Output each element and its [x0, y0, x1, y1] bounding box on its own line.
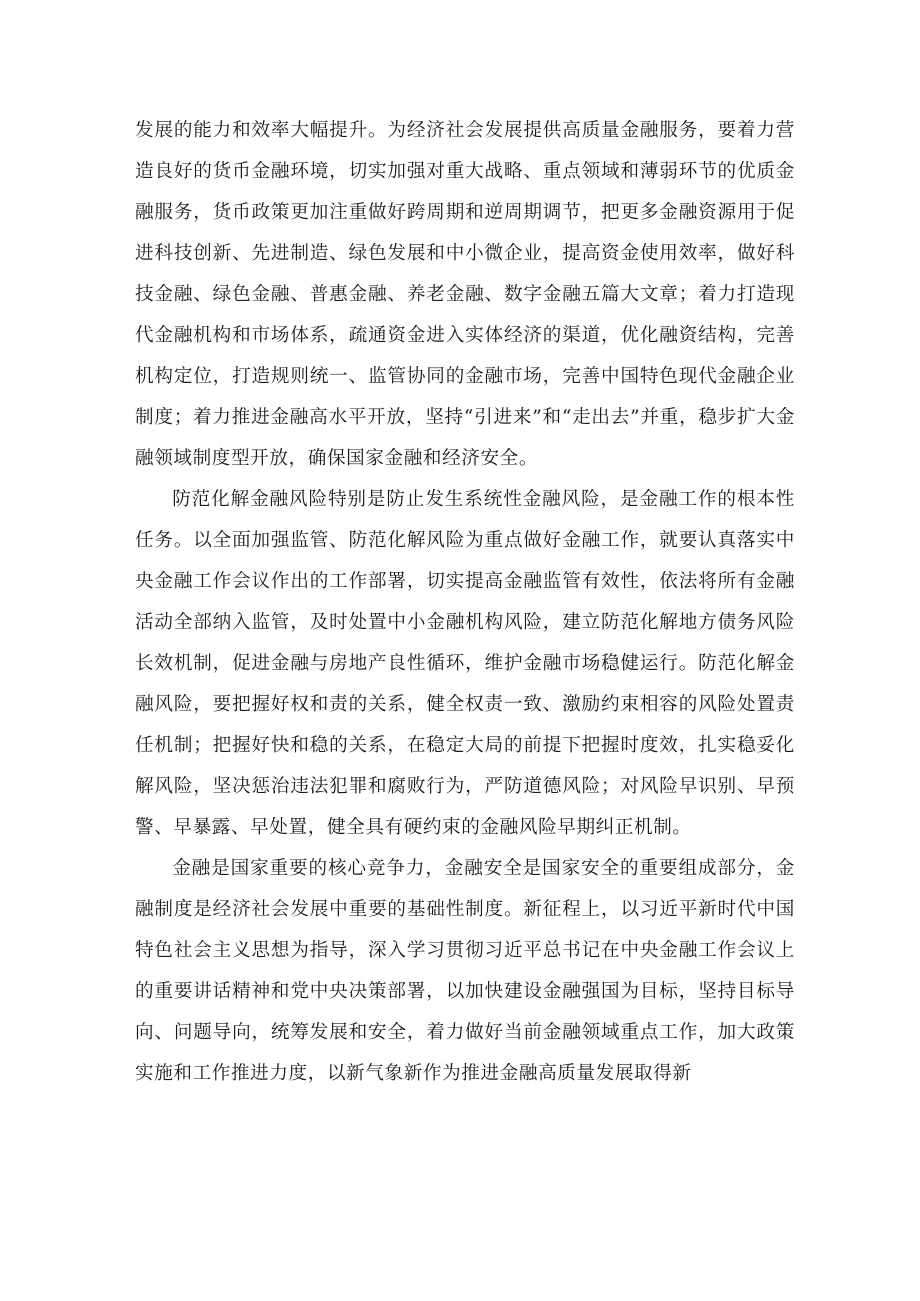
paragraph-financial-risk: 防范化解金融风险特别是防止发生系统性金融风险，是金融工作的根本性任务。以全面加强监管、防范化解风险为重点做好金融工作，就要认真落实中央金融工作会议作出的工作部署，切实提高金融监管有效性，依法将所有金融活动全部纳入监管，及时处置中小金融机构风险，建立防范化解地方债务风险长效机制，促进金融与房地产良性循环，维护金融市场稳健运行。防范化解金融风险，要把握好权和责的关系，健全权责一致、激励约束相容的风险处置责任机制；把握好快和稳的关系，在稳定大局的前提下把握时度效，扎实稳妥化解风险，坚决惩治违法犯罪和腐败行为，严防道德风险；对风险早识别、早预警、早暴露、早处置，健全具有硬约束的金融风险早期纠正机制。 — [135, 489, 795, 838]
paragraph-continuation: 发展的能力和效率大幅提升。为经济社会发展提供高质量金融服务，要着力营造良好的货币金融环境，切实加强对重大战略、重点领域和薄弱环节的优质金融服务，货币政策更加注重做好跨周期和逆周期调节，把更多金融资源用于促进科技创新、先进制造、绿色发展和中小微企业，提高资金使用效率，做好科技金融、绿色金融、普惠金融、养老金融、数字金融五篇大文章；着力打造现代金融机构和市场体系，疏通资金进入实体经济的渠道，优化融资结构，完善机构定位，打造规则统一、监管协同的金融市场，完善中国特色现代金融企业制度；着力推进金融高水平开放，坚持“引进来”和“走出去”并重，稳步扩大金融领域制度型开放，确保国家金融和经济安全。 — [135, 120, 795, 469]
document-body — [135, 110, 795, 1094]
paragraph-financial-security: 金融是国家重要的核心竞争力，金融安全是国家安全的重要组成部分，金融制度是经济社会发展中重要的基础性制度。新征程上，以习近平新时代中国特色社会主义思想为指导，深入学习贯彻习近平总书记在中央金融工作会议上的重要讲话精神和党中央决策部署，以加快建设金融强国为目标，坚持目标导向、问题导向，统筹发展和安全，着力做好当前金融领域重点工作，加大政策实施和工作推进力度，以新气象新作为推进金融高质量发展取得新 — [135, 858, 795, 1084]
